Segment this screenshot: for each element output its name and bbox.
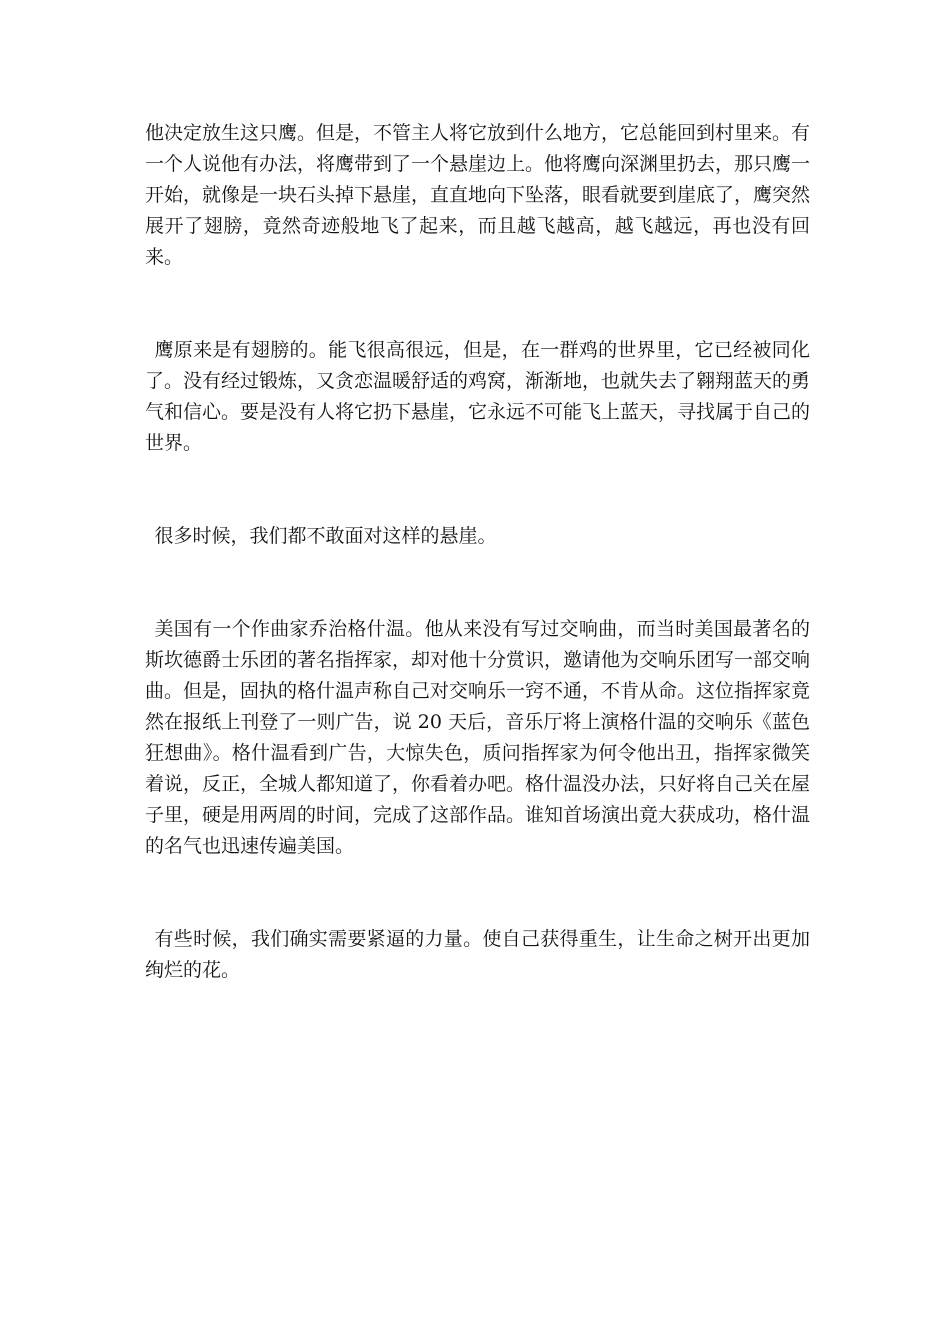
paragraph-eagle-release: 他决定放生这只鹰。但是，不管主人将它放到什么地方，它总能回到村里来。有一个人说他有办法，将鹰带到了一个悬崖边上。他将鹰向深渊里扔去，那只鹰一开始，就像是一块石头掉下悬崖，直直地向下坠落，眼看就要到崖底了，鹰突然展开了翅膀，竟然奇迹般地飞了起来，而且越飞越高，越飞越远，再也没有回来。 [145, 122, 811, 268]
paragraph-gershwin: 美国有一个作曲家乔治格什温。他从来没有写过交响曲，而当时美国最著名的斯坎德爵士乐团的著名指挥家，却对他十分赏识，邀请他为交响乐团写一部交响曲。但是，固执的格什温声称自己对交响乐一窍不通，不肯从命。这位指挥家竟然在报纸上刊登了一则广告，说 20 天后，音乐厅将上演格什温的交响乐《蓝色狂想曲》。格什温看到广告，大惊失色，质问指挥家为何令他出丑，指挥家微笑着说，反正，全城人都知道了，你看着办吧。格什温没办法，只好将自己关在屋子里，硬是用两周的时间，完成了这部作品。谁知首场演出竟大获成功，格什温的名气也迅速传遍美国。 [145, 618, 811, 857]
document-body [145, 118, 810, 986]
paragraph-cliff: 很多时候，我们都不敢面对这样的悬崖。 [154, 525, 497, 547]
paragraph-eagle-wings: 鹰原来是有翅膀的。能飞很高很远，但是，在一群鸡的世界里，它已经被同化了。没有经过锻炼，又贪恋温暖舒适的鸡窝，渐渐地，也就失去了翱翔蓝天的勇气和信心。要是没有人将它扔下悬崖，它永远不可能飞上蓝天，寻找属于自己的世界。 [145, 339, 811, 454]
paragraph-conclusion: 有些时候，我们确实需要紧逼的力量。使自己获得重生，让生命之树开出更加绚烂的花。 [145, 928, 810, 981]
